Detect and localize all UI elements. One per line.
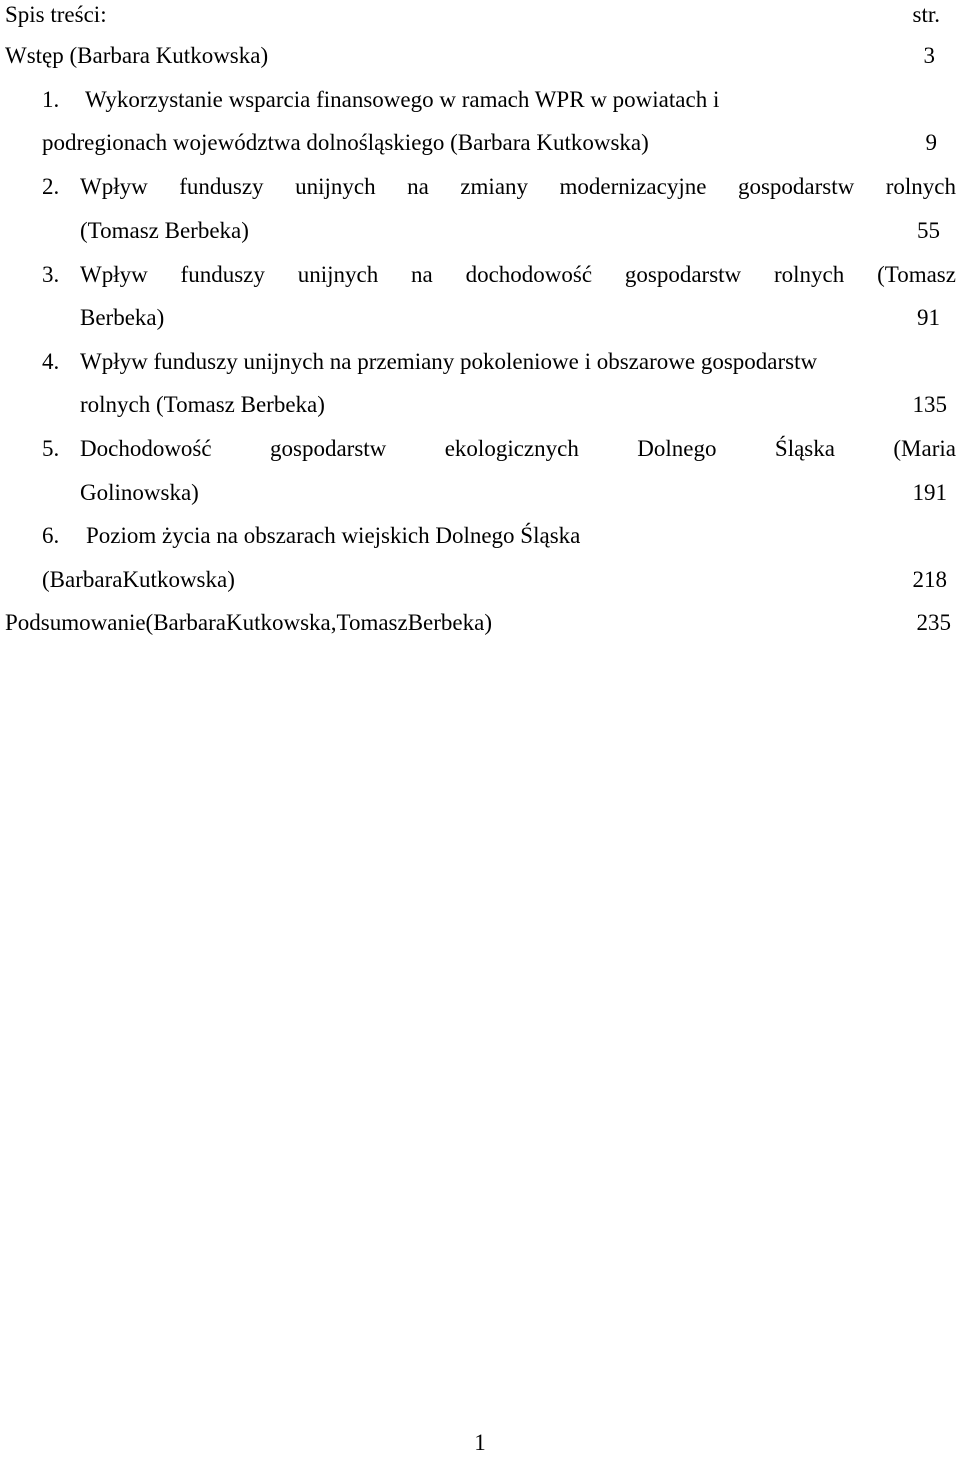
toc-entry-1-line-1 [42,85,942,115]
toc-entry-title [80,434,956,464]
word: funduszy [180,262,265,287]
word: unijnych [295,174,376,199]
toc-entry-6-line-2 [42,565,947,595]
word: funduszy [179,174,264,199]
toc-entry-title: Wpływ funduszy unijnych na przemiany pokoleniowe i obszarowe gospodarstw [80,349,818,374]
toc-entry-page: 91 [917,305,940,330]
toc-entry-title: Poziom życia na obszarach wiejskich Dolnego Śląska [86,523,581,548]
toc-entry-title [80,260,956,290]
word: Dochodowość [80,436,212,461]
toc-entry-3-line-2 [80,303,940,333]
word: unijnych [297,262,379,287]
word: rolnych [774,262,845,287]
page-column-label: str. [912,2,940,27]
word: (Maria [893,436,956,461]
word: gospodarstw [737,174,855,199]
toc-entry-title: Podsumowanie(BarbaraKutkowska,TomaszBerbeka) [5,610,492,635]
toc-entry-page: 218 [912,567,947,592]
word: gospodarstw [270,436,387,461]
toc-entry-3-line-1 [42,260,956,290]
word: (Tomasz [877,262,956,287]
toc-entry-page: 55 [917,218,940,243]
word: rolnych [885,174,956,199]
toc-entry-number: 3. [42,262,60,287]
toc-entry-5-line-1 [42,434,956,464]
toc-entry-number: 1. [42,87,60,112]
toc-entry-title-cont: Golinowska) [80,480,199,505]
word: na [407,174,429,199]
toc-entry-5-line-2 [80,478,947,508]
toc-entry-intro [5,41,935,71]
toc-entry-4-line-1 [42,347,956,377]
page-number: 1 [474,1430,486,1455]
toc-entry-title-cont: (Tomasz Berbeka) [80,218,249,243]
toc-entry-title [80,172,956,202]
toc-entry-6-line-1 [42,521,942,551]
toc-entry-page: 191 [912,480,947,505]
toc-entry-title-cont: podregionach województwa dolnośląskiego (Barbara Kutkowska) [42,130,649,155]
word: gospodarstw [624,262,742,287]
toc-entry-page: 9 [925,130,937,155]
toc-entry-number: 5. [42,436,60,461]
toc-entry-summary [5,608,951,638]
word: Śląska [774,436,835,461]
toc-entry-title: Wstęp (Barbara Kutkowska) [5,43,269,68]
toc-entry-1-line-2 [42,128,937,158]
word: Wpływ [80,262,148,287]
toc-entry-2-line-1 [42,172,956,202]
toc-entry-page: 235 [916,610,951,635]
toc-entry-title-cont: (BarbaraKutkowska) [42,567,235,592]
word: Wpływ [80,174,148,199]
toc-entry-title-cont: Berbeka) [80,305,165,330]
toc-entry-page: 135 [912,392,947,417]
toc-entry-number: 4. [42,349,60,374]
toc-entry-4-line-2 [80,390,947,420]
word: na [411,262,433,287]
toc-entry-number: 2. [42,174,60,199]
word: dochodowość [465,262,593,287]
toc-entry-page: 3 [923,43,935,68]
word: zmiany [460,174,529,199]
word: Dolnego [637,436,717,461]
toc-heading: Spis treści: [5,2,107,27]
toc-heading-row [5,0,940,30]
toc-entry-2-line-2 [80,216,940,246]
toc-entry-title: Wykorzystanie wsparcia finansowego w ramach WPR w powiatach i [85,87,720,112]
toc-entry-title-cont: rolnych (Tomasz Berbeka) [80,392,325,417]
word: modernizacyjne [559,174,707,199]
toc-entry-number: 6. [42,523,60,548]
word: ekologicznych [444,436,579,461]
